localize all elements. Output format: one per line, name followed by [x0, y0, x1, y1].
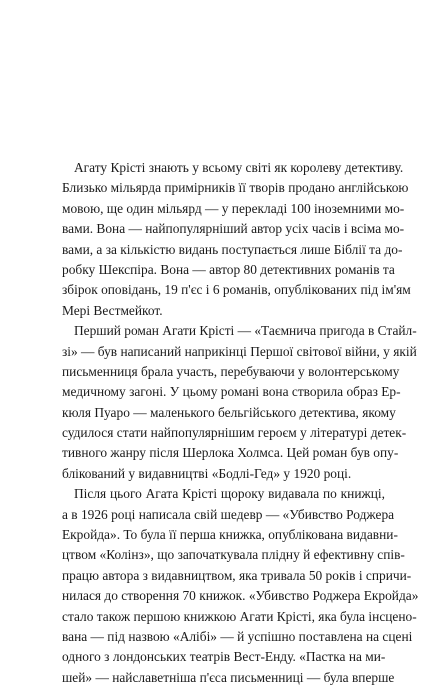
paragraph-2-line-3: письменниця брала участь, перебуваючи у волонтерському [62, 363, 400, 379]
paragraph-3-line-9: одного з лондонських театрів Вест-Енду. «Пастка на ми- [62, 649, 386, 665]
paragraph-1-line-5: вами, а за кількістю видань поступається лише Біблії та до- [62, 241, 403, 257]
paragraph-3-line-6: нилася до створення 70 книжок. «Убивство Роджера Екройда» [62, 588, 419, 604]
paragraph-2-line-2: зі» — був написаний наприкінці Першої світової війни, у якій [62, 343, 417, 359]
paragraph-1-line-6: робку Шекспіра. Вона — автор 80 детективних романів та [62, 261, 395, 277]
paragraph-3-line-4: цтвом «Колінз», що започаткувала плідну й ефективну спів- [62, 547, 405, 563]
paragraph-3-line-8: вана — під назвою «Алібі» — й успішно поставлена на сцені [62, 628, 413, 644]
paragraph-2-line-8: блікований у видавництві «Бодлі-Гед» у 1920 році. [62, 465, 352, 481]
paragraph-3-line-2: а в 1926 році написала свій шедевр — «Убивство Роджера [62, 506, 395, 522]
paragraph-2-line-7: тивного жанру після Шерлока Холмса. Цей роман був опу- [62, 445, 399, 461]
paragraph-3-line-5: працю автора з видавництвом, яка тривала 50 років і спричи- [62, 567, 412, 583]
body-text [62, 158, 419, 688]
paragraph-2-line-6: судилося стати найпопулярнішим героєм у літературі детек- [62, 425, 407, 441]
paragraph-2-line-4: медичному загоні. У цьому романі вона створила образ Ер- [62, 384, 401, 400]
paragraph-1-line-8: Мері Вестмейкот. [62, 302, 163, 318]
paragraph-3-line-10: шей» — найславетніша п'єса письменниці — була вперше [62, 669, 395, 685]
paragraph-2-line-5: кюля Пуаро — маленького бельгійського детектива, якому [62, 404, 396, 420]
paragraph-3-line-1: Після цього Агата Крісті щороку видавала по книжці, [74, 486, 385, 502]
paragraph-3-line-3: Екройда». То була її перша книжка, опублікована видавни- [62, 527, 398, 543]
paragraph-1-line-3: мовою, ще один мільярд — у перекладі 100 іноземними мо- [62, 200, 405, 216]
paragraph-2-line-1: Перший роман Агати Крісті — «Таємнича пригода в Стайл- [74, 323, 417, 339]
paragraph-1-line-4: вами. Вона — найпопулярніший автор усіх часів і всіма мо- [62, 221, 405, 237]
paragraph-1-line-2: Близько мільярда примірників її творів продано англійською [62, 180, 409, 196]
paragraph-1-line-7: збірок оповідань, 19 п'єс і 6 романів, опублікованих під ім'ям [62, 282, 411, 298]
paragraph-1-line-1: Агату Крісті знають у всьому світі як королеву детективу. [74, 160, 404, 175]
paragraph-3-line-7: стало також першою книжкою Агати Крісті, яка була інсцено- [62, 608, 417, 624]
